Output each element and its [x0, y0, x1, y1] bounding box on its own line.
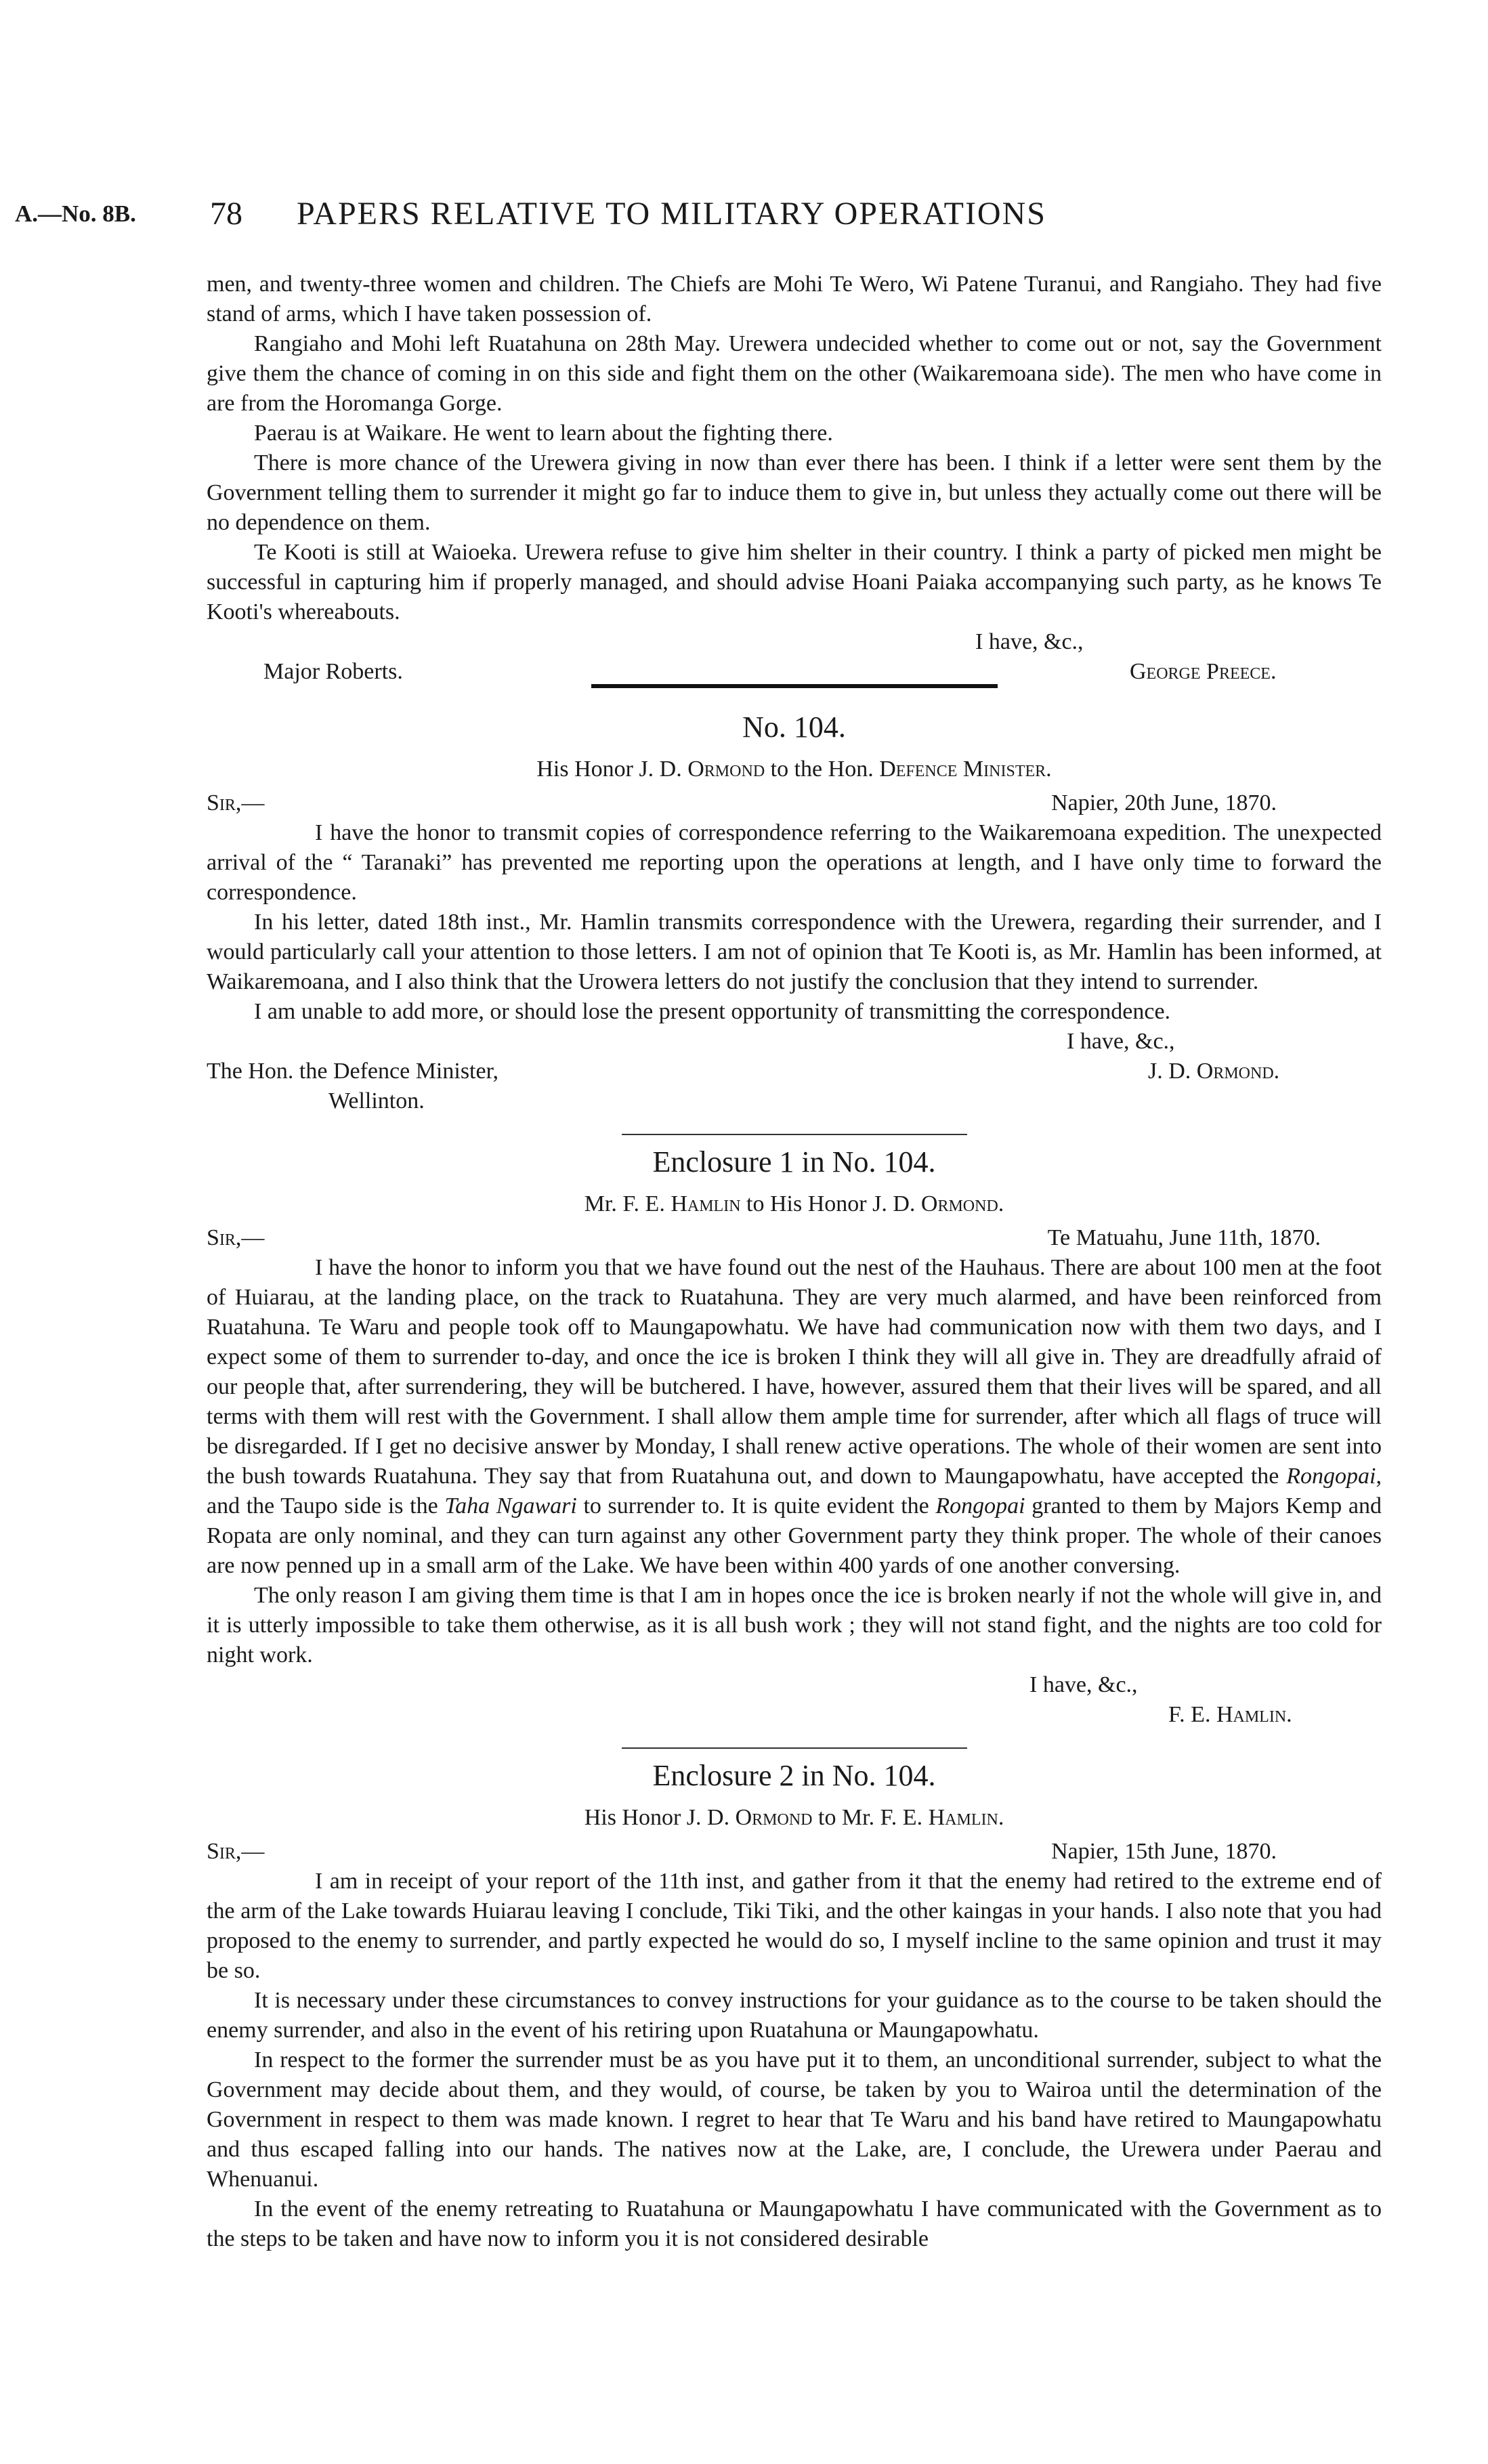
- text-run: , and the Taupo side is the: [207, 1464, 1382, 1518]
- signature: F. E. Hamlin.: [1168, 1702, 1292, 1727]
- document-heading: No. 104.: [742, 710, 846, 744]
- italic-term: Taha Ngawari: [444, 1493, 577, 1518]
- closing-row: [207, 1670, 1382, 1700]
- paragraph: Te Kooti is still at Waioeka. Urewera refuse to give him shelter in their country. I think a party of picked men might be successful in capturing him if properly managed, and should advise Hoani Paiaka accompanying such party, as he knows Te Kooti's whereabouts.: [207, 540, 1382, 624]
- from-text: His Honor J. D.: [536, 757, 688, 782]
- signature: J. D. Ormond.: [1148, 1059, 1280, 1084]
- closing: I have, &c.,: [1067, 1029, 1175, 1054]
- document-heading: Enclosure 2 in No. 104.: [652, 1759, 936, 1792]
- paragraph: I have the honor to transmit copies of correspondence referring to the Waikaremoana expedition. The unexpected arrival of the “ Taranaki” has prevented me reporting upon the operations at length, and I have only time to forward the correspondence.: [207, 820, 1382, 905]
- from-text: to the Hon.: [765, 757, 880, 782]
- document-body: [207, 270, 1382, 2254]
- from-name: Hamlin: [671, 1191, 741, 1216]
- from-text: .: [1046, 757, 1052, 782]
- place-date: Te Matuahu, June 11th, 1870.: [1047, 1225, 1321, 1250]
- text-run: to surrender to. It is quite evident the: [576, 1493, 936, 1518]
- addressee-row: [207, 1057, 1382, 1086]
- paragraph: Rangiaho and Mohi left Ruatahuna on 28th May. Urewera undecided whether to come out or not, say the Government give them the chance of coming in on this side and fight them on the other (Waikaremoana side). The men who have come in are from the Horomanga Gorge.: [207, 331, 1382, 416]
- paragraph: In respect to the former the surrender must be as you have put it to them, an unconditional surrender, subject to what the Government may decide about them, and they would, of course, be taken by you to Wairoa until the determination of the Government in respect to them was made known. I regret to hear that Te Waru and his band have retired to Maungapowhatu and thus escaped falling into our hands. The natives now at the Lake, are, I conclude, the Urewera under Paerau and Whenuanui.: [207, 2047, 1382, 2192]
- from-text: .: [998, 1805, 1004, 1830]
- paragraph: I am unable to add more, or should lose the present opportunity of transmitting the correspondence.: [254, 999, 1171, 1024]
- paragraph: men, and twenty-three women and children. The Chiefs are Mohi Te Wero, Wi Patene Turanui, and Rangiaho. They had five stand of arms, which I have taken possession of.: [207, 272, 1382, 326]
- letter-from-to: [207, 1803, 1382, 1833]
- letter-from-to: [207, 1189, 1382, 1219]
- running-title: PAPERS RELATIVE TO MILITARY OPERATIONS: [297, 196, 1046, 232]
- salutation: Sir,—: [207, 790, 265, 815]
- addressee-row: [207, 657, 1382, 687]
- page-header: [0, 195, 1488, 236]
- addressee: Major Roberts.: [263, 659, 403, 684]
- from-name: Ormond: [687, 757, 765, 782]
- paragraph: It is necessary under these circumstances to convey instructions for your guidance as to the course to be taken should the enemy surrender, and also in the event of his retiring upon Ruatahuna or Maungapowhatu.: [207, 1988, 1382, 2043]
- from-text: .: [998, 1191, 1004, 1216]
- to-name: Defence Minister: [879, 757, 1046, 782]
- from-text: Mr. F. E.: [584, 1191, 671, 1216]
- paragraph: [207, 1253, 1382, 1581]
- from-text: His Honor J. D.: [584, 1805, 736, 1830]
- enclosure-2: [207, 1756, 1382, 2254]
- section-divider: [622, 1134, 967, 1135]
- paragraph: Paerau is at Waikare. He went to learn about the fighting there.: [254, 421, 833, 446]
- closing-row: [207, 1027, 1382, 1057]
- letter-no-104: [207, 707, 1382, 1116]
- closing-row: [207, 627, 1382, 657]
- text-run: granted to them by Majors Kemp and Ropata are only nominal, and they can turn against any other Government party they think proper. The whole of their canoes are now penned up in a small arm of the Lake. We have been within 400 yards of one another conversing.: [207, 1493, 1382, 1578]
- salutation-row: [207, 788, 1382, 818]
- letter-from-to: [207, 755, 1382, 784]
- salutation-row: [207, 1223, 1382, 1253]
- salutation: Sir,—: [207, 1839, 265, 1864]
- place-date: Napier, 20th June, 1870.: [1051, 790, 1277, 815]
- signature: George Preece.: [1130, 659, 1277, 684]
- paragraph: There is more chance of the Urewera giving in now than ever there has been. I think if a letter were sent them by the Government telling them to surrender it might go far to induce them to give in, but unless they actually come out there will be no dependence on them.: [207, 450, 1382, 535]
- salutation: Sir,—: [207, 1225, 265, 1250]
- text-run: I have the honor to inform you that we have found out the nest of the Hauhaus. There are about 100 men at the foot of Huiarau, at the landing place, on the track to Ruatahuna. They are very much alarmed, and have been reinforced from Ruatahuna. Te Waru and people took off to Maungapowhatu. We have had communication now with them two days, and I expect some of them to surrender to-day, and once the ice is broken I think they will all give in. They are dreadfully afraid of our people that, after surrendering, they will be butchered. I have, however, assured them that their lives will be spared, and all terms with them will rest with the Government. I shall allow them ample time for surrender, after which all flags of truce will be disregarded. If I get no decisive answer by Monday, I shall renew active operations. The whole of their women are sent into the bush towards Ruatahuna. They say that from Ruatahuna out, and down to Maungapowhatu, have accepted the: [207, 1255, 1382, 1489]
- closing: I have, &c.,: [975, 629, 1084, 654]
- from-name: Ormond: [735, 1805, 813, 1830]
- signature-row: [207, 1700, 1382, 1730]
- document-heading: Enclosure 1 in No. 104.: [652, 1145, 936, 1178]
- addressee: The Hon. the Defence Minister,: [207, 1059, 499, 1084]
- document-code: A.—No. 8B.: [15, 200, 136, 227]
- place-date: Napier, 15th June, 1870.: [1051, 1839, 1277, 1864]
- page-number: 78: [210, 196, 242, 232]
- to-name: Ormond: [920, 1191, 998, 1216]
- from-text: to Mr. F. E.: [812, 1805, 929, 1830]
- section-divider: [622, 1747, 967, 1749]
- addressee-row: [207, 1086, 1382, 1116]
- continued-letter: [207, 270, 1382, 687]
- paragraph: In the event of the enemy retreating to Ruatahuna or Maungapowhatu I have communicated with the Government as to the steps to be taken and have now to inform you it is not considered desirable: [207, 2196, 1382, 2251]
- closing: I have, &c.,: [1029, 1672, 1138, 1697]
- paragraph: I am in receipt of your report of the 11th inst, and gather from it that the enemy had retired to the extreme end of the arm of the Lake towards Huiarau leaving I conclude, Tiki Tiki, and the other kaingas in your hands. I also note that you had proposed to the enemy to surrender, and partly expected he would do so, I myself incline to the same opinion and trust it may be so.: [207, 1869, 1382, 1983]
- italic-term: Rongopai: [1286, 1464, 1376, 1489]
- addressee-city: Wellinton.: [328, 1088, 425, 1113]
- italic-term: Rongopai: [935, 1493, 1025, 1518]
- to-name: Hamlin: [928, 1805, 998, 1830]
- from-text: to His Honor J. D.: [740, 1191, 921, 1216]
- enclosure-1: [207, 1142, 1382, 1730]
- salutation-row: [207, 1837, 1382, 1867]
- paragraph: In his letter, dated 18th inst., Mr. Hamlin transmits correspondence with the Urewera, regarding their surrender, and I would particularly call your attention to those letters. I am not of opinion that Te Kooti is, as Mr. Hamlin has been informed, at Waikaremoana, and I also think that the Urowera letters do not justify the conclusion that they intend to surrender.: [207, 910, 1382, 994]
- paragraph: The only reason I am giving them time is that I am in hopes once the ice is broken nearly if not the whole will give in, and it is utterly impossible to take them otherwise, as it is all bush work ; they will not stand fight, and the nights are too cold for night work.: [207, 1583, 1382, 1668]
